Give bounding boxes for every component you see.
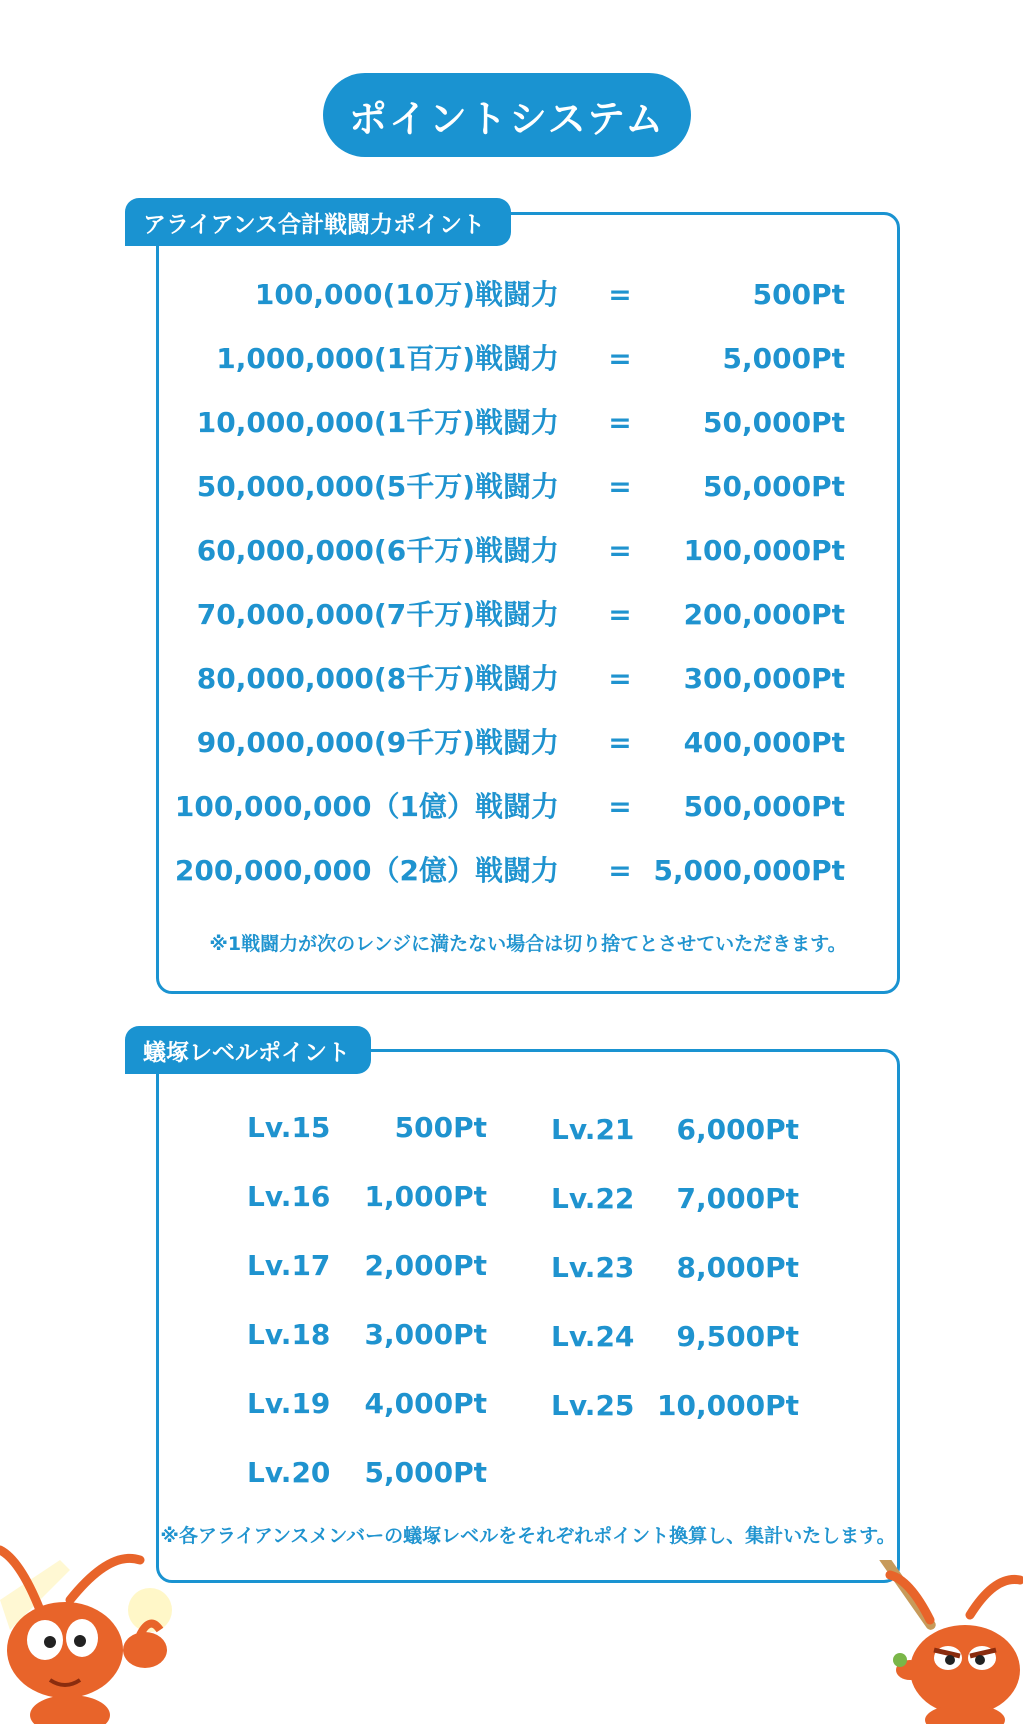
anthill-level-panel [156,1049,900,1583]
power-points: 5,000,000Pt [653,854,845,887]
level-points: 6,000Pt [676,1113,799,1146]
power-value: 90,000,000(9千万)戦闘力 [196,726,559,759]
equals-sign: = [608,598,632,631]
level-label: Lv.15 [247,1111,331,1144]
level-row [247,1384,487,1424]
level-points: 3,000Pt [364,1318,487,1351]
power-value: 200,000,000（2億）戦闘力 [174,854,559,887]
level-row [551,1386,799,1426]
level-row [551,1248,799,1288]
power-value: 80,000,000(8千万)戦闘力 [196,662,559,695]
level-label: Lv.19 [247,1387,331,1420]
power-row [159,403,897,443]
level-points: 7,000Pt [676,1182,799,1215]
equals-sign: = [608,662,632,695]
equals-sign: = [608,278,632,311]
power-value: 50,000,000(5千万)戦闘力 [196,470,559,503]
level-label: Lv.20 [247,1456,331,1489]
power-row [159,659,897,699]
equals-sign: = [608,790,632,823]
equals-sign: = [608,854,632,887]
alliance-power-tab: アライアンス合計戦闘力ポイント [125,198,511,246]
power-note: ※1戦闘力が次のレンジに満たない場合は切り捨てとさせていただきます。 [209,933,847,955]
power-points: 50,000Pt [703,406,845,439]
level-label: Lv.18 [247,1318,331,1351]
level-label: Lv.16 [247,1180,331,1213]
power-points: 50,000Pt [703,470,845,503]
power-row [159,275,897,315]
level-row [247,1177,487,1217]
power-points: 500,000Pt [683,790,845,823]
level-row [551,1110,799,1150]
equals-sign: = [608,406,632,439]
power-row [159,339,897,379]
level-row [247,1108,487,1148]
power-points: 5,000Pt [722,342,845,375]
equals-sign: = [608,342,632,375]
level-points: 500Pt [394,1111,487,1144]
power-points: 300,000Pt [683,662,845,695]
level-points: 4,000Pt [364,1387,487,1420]
level-row [551,1179,799,1219]
level-row [247,1246,487,1286]
equals-sign: = [608,470,632,503]
level-row [247,1453,487,1493]
power-points: 200,000Pt [683,598,845,631]
level-points: 1,000Pt [364,1180,487,1213]
level-row [247,1315,487,1355]
power-value: 70,000,000(7千万)戦闘力 [196,598,559,631]
level-label: Lv.23 [551,1251,635,1284]
alliance-power-panel [156,212,900,994]
power-value: 1,000,000(1百万)戦闘力 [216,342,559,375]
power-value: 100,000(10万)戦闘力 [254,278,559,311]
power-row [159,467,897,507]
power-points: 400,000Pt [683,726,845,759]
power-row [159,851,897,891]
ant-mascot-left-icon [0,1540,200,1724]
power-row [159,531,897,571]
power-row [159,723,897,763]
power-value: 100,000,000（1億）戦闘力 [174,790,559,823]
level-points: 10,000Pt [657,1389,799,1422]
anthill-level-tab: 蟻塚レベルポイント [125,1026,371,1074]
equals-sign: = [608,726,632,759]
equals-sign: = [608,534,632,567]
level-note: ※各アライアンスメンバーの蟻塚レベルをそれぞれポイント換算し、集計いたします。 [160,1525,896,1547]
level-row [551,1317,799,1357]
power-value: 60,000,000(6千万)戦闘力 [196,534,559,567]
power-row [159,787,897,827]
page-title: ポイントシステム [323,73,691,157]
level-points: 8,000Pt [676,1251,799,1284]
power-points: 100,000Pt [683,534,845,567]
power-points: 500Pt [752,278,845,311]
level-points: 2,000Pt [364,1249,487,1282]
ant-mascot-right-icon [870,1560,1023,1724]
level-points: 9,500Pt [676,1320,799,1353]
level-label: Lv.17 [247,1249,331,1282]
level-label: Lv.22 [551,1182,635,1215]
level-label: Lv.24 [551,1320,635,1353]
power-value: 10,000,000(1千万)戦闘力 [196,406,559,439]
level-label: Lv.21 [551,1113,635,1146]
power-row [159,595,897,635]
level-label: Lv.25 [551,1389,635,1422]
level-points: 5,000Pt [364,1456,487,1489]
